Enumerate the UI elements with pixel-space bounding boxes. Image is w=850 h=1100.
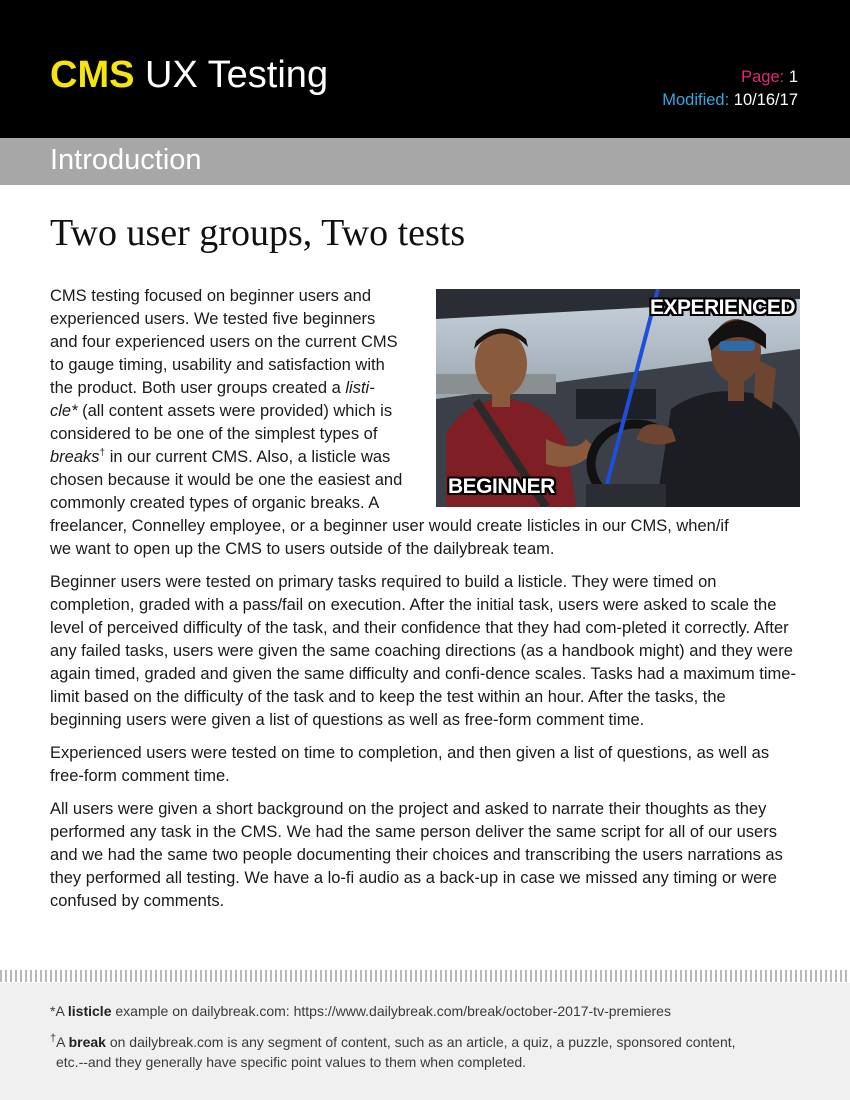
paragraph-intro	[50, 285, 801, 561]
text-line: we want to open up the CMS to users outside of the dailybreak team.	[50, 540, 555, 558]
footnote-mark: *A	[50, 1003, 65, 1019]
footnote-break	[50, 1032, 820, 1072]
paragraph-methodology: All users were given a short background on the project and asked to narrate their thoughts as they performed any task in the CMS. We had the same person deliver the same script for all of our users and we had the same two people documenting their choices and transcribing the users narrations as they performed all testing. We have a lo-fi audio as a back-up in case we missed any timing or were confused by comments.	[50, 800, 783, 910]
brand-subtitle: UX Testing	[145, 54, 329, 96]
listicle-term: listi-	[345, 379, 375, 397]
paragraph-experienced-tests: Experienced users were tested on time to completion, and then given a list of questions, as well as free-form comment time.	[50, 744, 770, 785]
text-line: CMS testing focused on beginner users and	[50, 287, 372, 305]
modified-label: Modified:	[662, 91, 730, 109]
footnote-text-cont: etc.--and they generally have specific point values to them when completed.	[56, 1054, 527, 1070]
page-meta	[662, 66, 798, 112]
footnote-listicle	[50, 1001, 820, 1021]
modified-date: 10/16/17	[733, 91, 798, 109]
beginner-label: BEGINNER	[448, 475, 555, 498]
dotted-divider	[0, 970, 850, 982]
footnotes-area	[0, 983, 850, 1100]
footnote-term: break	[68, 1034, 106, 1050]
article-body	[50, 285, 801, 923]
modified-row	[662, 89, 798, 112]
brand-cms: CMS	[50, 54, 135, 96]
footnote-text: on dailybreak.com is any segment of content, such as an article, a quiz, a puzzle, sponsored content,	[109, 1034, 736, 1050]
footnote-article: A	[56, 1034, 65, 1050]
page-number-row	[662, 66, 798, 89]
text-fragment: (all content assets were provided) which is	[82, 402, 393, 420]
footnote-dagger: †	[50, 1032, 57, 1045]
page-label: Page:	[741, 68, 785, 86]
brand-title	[50, 56, 328, 94]
article-headline: Two user groups, Two tests	[50, 212, 466, 254]
text-line: chosen because it would be one the easiest and	[50, 471, 403, 489]
paragraph-beginner-tests: Beginner users were tested on primary tasks required to build a listicle. They were timed on completion, graded with a pass/fail on execution. After the initial task, users were asked to scale the level of perceived difficulty of the task, and their confidence that they had com-pleted it correctly. After any failed tasks, users were given the same coaching directions (as a handbook might) and they were again timed, graded and given the same difficulty and confi-dence scales. Tasks had a maximum time-limit based on the difficulty of the task and to keep the test within an hour. After the tasks, the beginning users were given a list of questions as well as free-form comment time.	[50, 573, 796, 729]
section-title: Introduction	[50, 144, 202, 176]
text-line: considered to be one of the simplest types of	[50, 425, 378, 443]
text-fragment: the product. Both user groups created a	[50, 379, 341, 397]
section-bar	[0, 138, 850, 185]
text-line	[50, 377, 432, 400]
intro-wrapped-lines	[50, 285, 432, 515]
footnote-term: listicle	[67, 1003, 112, 1019]
page-number: 1	[788, 68, 798, 86]
text-line: experienced users. We tested five beginners	[50, 310, 376, 328]
text-line	[50, 400, 432, 423]
dagger-mark: †	[99, 447, 106, 459]
text-line: to gauge timing, usability and satisfaction with	[50, 356, 385, 374]
text-line	[50, 446, 432, 469]
text-line: and four experienced users on the current CMS	[50, 333, 398, 351]
experienced-label: EXPERIENCED	[649, 296, 795, 319]
breaks-term: breaks	[50, 448, 100, 466]
footnote-text: example on dailybreak.com: https://www.dailybreak.com/break/october-2017-tv-premieres	[115, 1003, 671, 1019]
text-line: freelancer, Connelley employee, or a beginner user would create listicles in our CMS, when/if	[50, 517, 729, 535]
text-line: commonly created types of organic breaks. A	[50, 494, 380, 512]
text-fragment: in our current CMS. Also, a listicle was	[109, 448, 391, 466]
listicle-term-end: cle*	[50, 402, 78, 420]
page-header	[0, 0, 850, 138]
